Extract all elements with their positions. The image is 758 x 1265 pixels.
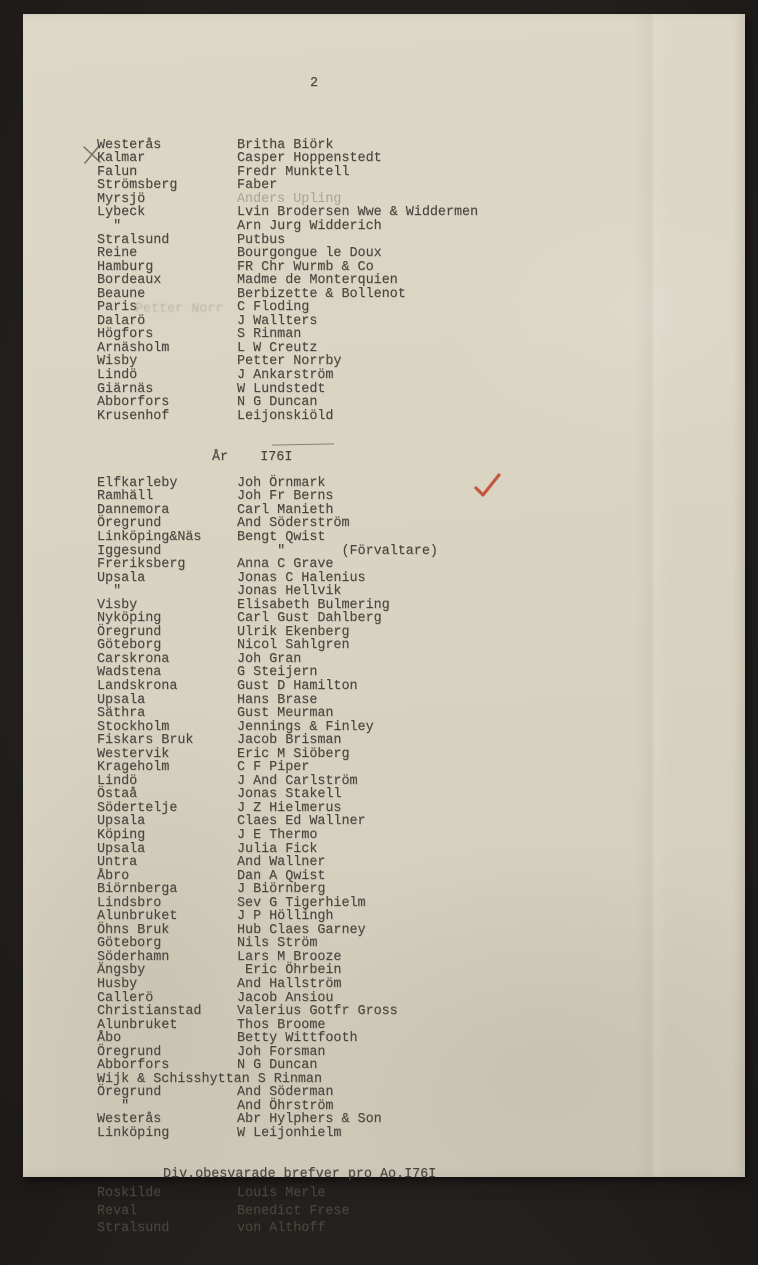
place-cell: Abborfors (97, 395, 170, 411)
place-cell: Reval (97, 1203, 138, 1219)
name-cell: Jonas C Halenius (237, 570, 366, 586)
name-cell: Jonas Stakell (237, 787, 342, 803)
name-cell: Ulrik Ekenberg (237, 624, 350, 640)
entry-row (97, 410, 737, 424)
name-cell: N G Duncan (237, 395, 318, 411)
name-cell: Anders Upling (237, 191, 342, 207)
entry-row (97, 369, 737, 383)
entry-row (97, 206, 737, 220)
entry-row (97, 355, 737, 369)
place-cell: Göteborg (97, 936, 162, 952)
place-cell: Alunbruket (97, 909, 178, 925)
place-cell: Abborfors (97, 1058, 170, 1074)
name-cell: Elisabeth Bulmering (237, 597, 390, 613)
name-cell: W Leijonhielm (237, 1126, 342, 1142)
entry-row (97, 1185, 737, 1203)
name-cell: Louis Merle (237, 1186, 326, 1202)
place-cell: Dannemora (97, 502, 170, 518)
place-cell: Giärnäs (97, 381, 154, 397)
name-cell: W Lundstedt (237, 381, 326, 397)
place-cell: Arnäsholm (97, 340, 170, 356)
entry-row (97, 247, 737, 261)
place-cell: Paris (97, 300, 138, 316)
name-cell: S Rinman (237, 327, 302, 343)
place-cell: Visby (97, 597, 138, 613)
place-cell: Stralsund (97, 1221, 170, 1237)
place-cell: Upsala (97, 692, 146, 708)
section-heading: Div.obesvarade brefver pro Ao.I76I (163, 1166, 437, 1182)
entry-row (97, 545, 737, 559)
name-cell: Berbizette & Bollenot (237, 286, 406, 302)
entry-row (97, 585, 737, 599)
place-cell: Åbro (97, 868, 130, 884)
name-cell: Betty Wittfooth (237, 1031, 358, 1047)
name-cell: Lars M Brooze (237, 949, 342, 965)
name-cell: S Rinman (249, 1071, 323, 1087)
name-cell: Eric M Siöberg (237, 746, 350, 762)
name-cell: Claes Ed Wallner (237, 814, 366, 830)
place-cell: Wijk & Schisshyttan (97, 1071, 250, 1087)
place-cell: Christianstad (97, 1004, 202, 1020)
entry-row (97, 599, 737, 613)
name-cell: And Söderman (237, 1085, 334, 1101)
entry-row (97, 1086, 737, 1100)
entry-row (97, 680, 737, 694)
place-cell: Högfors (97, 327, 154, 343)
place-cell: Myrsjö (97, 191, 146, 207)
name-cell: G Steijern (237, 665, 318, 681)
entry-row (97, 193, 737, 207)
name-cell: Lvin Brodersen Wwe & Widdermen (237, 205, 479, 221)
place-cell: " (97, 584, 122, 600)
place-cell: Callerö (97, 990, 154, 1006)
name-cell: Bengt Qwist (237, 529, 326, 545)
entry-row (97, 910, 737, 924)
entry-row (97, 639, 737, 653)
red-checkmark-icon (473, 472, 503, 500)
place-cell: Westerås (97, 1112, 162, 1128)
name-cell: Putbus (237, 232, 286, 248)
entry-row (97, 937, 737, 951)
entry-row (97, 829, 737, 843)
section-heading: År I76I (212, 450, 293, 466)
place-cell: Lindö (97, 368, 138, 384)
entry-row (97, 1046, 737, 1060)
entry-row (97, 951, 737, 965)
name-cell: FR Chr Wurmb & Co (237, 259, 374, 275)
entry-row (97, 572, 737, 586)
name-cell: J E Thermo (237, 827, 318, 843)
place-cell: Söderhamn (97, 949, 170, 965)
place-cell: Krageholm (97, 760, 170, 776)
place-cell: Roskilde (97, 1186, 162, 1202)
name-cell: Arn Jurg Widderich (237, 219, 382, 235)
place-cell: Upsala (97, 570, 146, 586)
place-cell: Bordeaux (97, 273, 162, 289)
name-cell: J And Carlström (237, 773, 358, 789)
place-cell: Öregrund (97, 516, 162, 532)
name-cell: L W Creutz (237, 340, 318, 356)
place-cell: Westerås (97, 137, 162, 153)
place-cell: Wadstena (97, 665, 162, 681)
place-cell: Köping (97, 827, 146, 843)
name-cell: J P Höllingh (237, 909, 334, 925)
name-cell: Thos Broome (237, 1017, 326, 1033)
entry-row (97, 626, 737, 640)
name-cell: Eric Öhrbein (237, 963, 342, 979)
entry-row (97, 1073, 737, 1087)
place-cell: Falun (97, 164, 138, 180)
place-cell: " (97, 1098, 130, 1114)
name-cell: Joh Fr Berns (237, 489, 334, 505)
name-cell: Nicol Sahlgren (237, 638, 350, 654)
entry-row (97, 802, 737, 816)
entry-row (97, 261, 737, 275)
entry-row (97, 883, 737, 897)
register-section (97, 451, 737, 1140)
name-cell: Anna C Grave (237, 557, 334, 573)
place-cell: Stockholm (97, 719, 170, 735)
document-page (23, 14, 745, 1237)
entry-row (97, 978, 737, 992)
name-cell: Julia Fick (237, 841, 318, 857)
place-cell: Dalarö (97, 313, 146, 329)
name-cell: And Öhrström (237, 1098, 334, 1114)
name-cell: Carl Gust Dahlberg (237, 611, 382, 627)
place-cell: Fiskars Bruk (97, 733, 194, 749)
name-cell: Petter Norrby (237, 354, 342, 370)
place-cell: Kalmar (97, 151, 146, 167)
place-cell: Öregrund (97, 1044, 162, 1060)
place-cell: Nyköping (97, 611, 162, 627)
name-cell: Britha Biörk (237, 137, 334, 153)
entry-row (97, 274, 737, 288)
place-cell: Westervik (97, 746, 170, 762)
name-cell: Hub Claes Garney (237, 922, 366, 938)
place-cell: Wisby (97, 354, 138, 370)
entry-row (97, 220, 737, 234)
entry-row (97, 558, 737, 572)
entry-row (97, 152, 737, 166)
place-cell: Landskrona (97, 678, 178, 694)
entry-row (97, 477, 737, 491)
name-cell: And Wallner (237, 855, 326, 871)
entry-row (97, 870, 737, 884)
name-cell: von Althoff (237, 1221, 326, 1237)
entry-row (97, 139, 737, 153)
name-cell: And Söderström (237, 516, 350, 532)
name-cell: Casper Hoppenstedt (237, 151, 382, 167)
entry-row (97, 843, 737, 857)
place-cell: Upsala (97, 814, 146, 830)
name-cell: " (Förvaltare) (237, 543, 438, 559)
entry-row (97, 490, 737, 504)
entry-row (97, 748, 737, 762)
place-cell: Elfkarleby (97, 475, 178, 491)
entry-row (97, 504, 737, 518)
name-cell: C F Piper (237, 760, 310, 776)
entry-row (97, 1127, 737, 1141)
entry-row (97, 694, 737, 708)
name-cell: Valerius Gotfr Gross (237, 1004, 398, 1020)
name-cell: Leijonskiöld (237, 408, 334, 424)
place-cell: Krusenhof (97, 408, 170, 424)
name-cell: Jonas Hellvik (237, 584, 342, 600)
x-mark-icon (81, 143, 103, 165)
place-cell: " (97, 219, 122, 235)
entry-row (97, 775, 737, 789)
entry-row (97, 1220, 737, 1238)
name-cell: Benedict Frese (237, 1203, 350, 1219)
place-cell: Carskrona (97, 651, 170, 667)
place-cell: Untra (97, 855, 138, 871)
entry-row (97, 396, 737, 410)
place-cell: Upsala (97, 841, 146, 857)
name-cell: J Wallters (237, 313, 318, 329)
entry-row (97, 342, 737, 356)
entry-row (97, 1019, 737, 1033)
name-cell: Faber (237, 178, 278, 194)
place-cell: Linköping (97, 1126, 170, 1142)
name-cell: C Floding (237, 300, 310, 316)
entry-row (97, 761, 737, 775)
entry-row (97, 992, 737, 1006)
name-cell: Madme de Monterquien (237, 273, 398, 289)
place-cell: Lindö (97, 773, 138, 789)
place-cell: Ramhäll (97, 489, 154, 505)
name-cell: Joh Forsman (237, 1044, 326, 1060)
name-cell: Joh Gran (237, 651, 302, 667)
entry-row (97, 1005, 737, 1019)
place-cell: Iggesund (97, 543, 162, 559)
place-cell: Lindsbro (97, 895, 162, 911)
name-cell: J Ankarström (237, 368, 334, 384)
name-cell: J Z Hielmerus (237, 800, 342, 816)
entry-row (97, 666, 737, 680)
place-cell: Alunbruket (97, 1017, 178, 1033)
entry-row (97, 856, 737, 870)
name-cell: Jacob Brisman (237, 733, 342, 749)
name-cell: And Hallström (237, 977, 342, 992)
place-cell: Biörnberga (97, 882, 178, 898)
entry-row (97, 288, 737, 302)
place-cell: Östaå (97, 787, 138, 803)
place-cell: Åbo (97, 1031, 122, 1047)
name-cell: Gust D Hamilton (237, 678, 358, 694)
name-cell: Sev G Tigerhielm (237, 895, 366, 911)
entry-row (97, 707, 737, 721)
entry-row (97, 1113, 737, 1127)
entry-row (97, 1059, 737, 1073)
entry-row (97, 1032, 737, 1046)
entry-row (97, 517, 737, 531)
place-cell: Husby (97, 977, 138, 992)
entry-row (97, 179, 737, 193)
name-cell: Gust Meurman (237, 706, 334, 722)
place-cell: Öregrund (97, 624, 162, 640)
place-cell: Göteborg (97, 638, 162, 654)
entry-row (97, 383, 737, 397)
name-cell: Jacob Ansiou (237, 990, 334, 1006)
entry-row (97, 721, 737, 735)
entry-row (97, 166, 737, 180)
place-cell: Säthra (97, 706, 146, 722)
place-cell: Öregrund (97, 1085, 162, 1101)
entry-row (97, 531, 737, 545)
name-cell: Dan A Qwist (237, 868, 326, 884)
entry-row (97, 924, 737, 938)
entry-row (97, 897, 737, 911)
entry-row (97, 964, 737, 978)
name-cell: Nils Ström (237, 936, 318, 952)
register-section (97, 1168, 737, 1238)
name-cell: Carl Manieth (237, 502, 334, 518)
entry-row (97, 328, 737, 342)
name-cell: Fredr Munktell (237, 164, 350, 180)
place-cell: Linköping&Näs (97, 529, 202, 545)
entry-row (97, 234, 737, 248)
name-cell: Jennings & Finley (237, 719, 374, 735)
name-cell: N G Duncan (237, 1058, 318, 1074)
place-cell: Strömsberg (97, 178, 178, 194)
ghost-text: Petter Norr (135, 302, 224, 317)
name-cell: Hans Brase (237, 692, 318, 708)
place-cell: Freriksberg (97, 557, 186, 573)
name-cell: Bourgongue le Doux (237, 246, 382, 262)
place-cell: Reine (97, 246, 138, 262)
entry-row (97, 815, 737, 829)
register-section (97, 139, 737, 423)
register-list (97, 50, 737, 1265)
place-cell: Öhns Bruk (97, 922, 170, 938)
place-cell: Lybeck (97, 205, 146, 221)
page-number: 2 (310, 76, 319, 92)
name-cell: Joh Örnmark (237, 475, 326, 491)
entry-row (97, 1100, 737, 1114)
place-cell: Hamburg (97, 259, 154, 275)
entry-row (97, 788, 737, 802)
place-cell: Ängsby (97, 963, 146, 979)
entry-row (97, 1203, 737, 1221)
entry-row (97, 612, 737, 626)
entry-row (97, 734, 737, 748)
name-cell: Abr Hylphers & Son (237, 1112, 382, 1128)
entry-row (97, 653, 737, 667)
place-cell: Stralsund (97, 232, 170, 248)
name-cell: J Biörnberg (237, 882, 326, 898)
place-cell: Södertelje (97, 800, 178, 816)
place-cell: Beaune (97, 286, 146, 302)
